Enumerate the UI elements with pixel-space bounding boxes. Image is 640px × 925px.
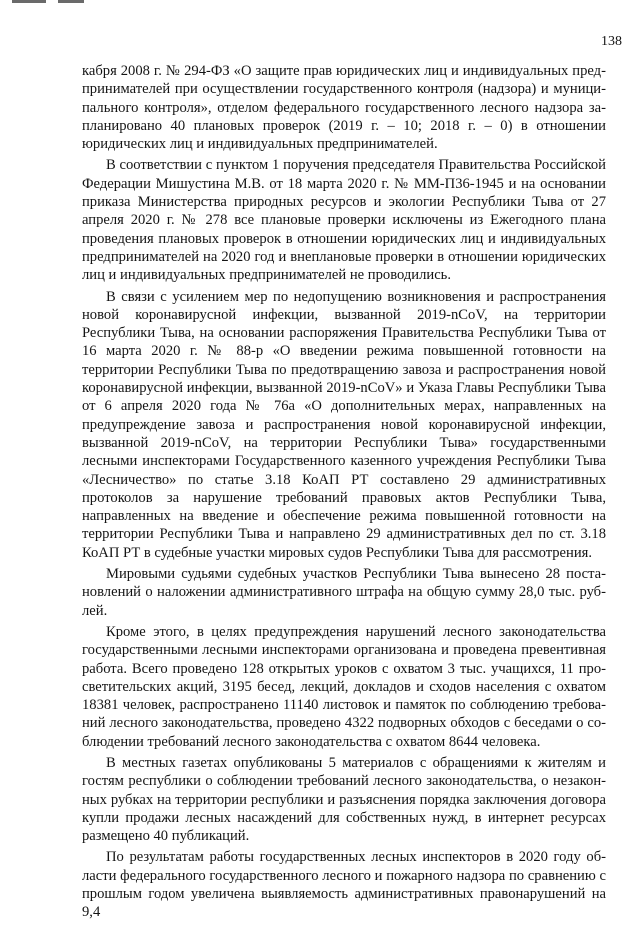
scan-edge-mark — [12, 0, 46, 3]
document-body — [82, 62, 606, 925]
paragraph-continuation: кабря 2008 г. № 294-ФЗ «О защите прав юридических лиц и индивидуальных предпринимателей при осуществлении государственного контроля (надзора) и муниципального контроля», отделом федерального государственного лесного надзора запланировано 40 плановых проверок (2019 г. – 10; 2018 г. – 0) в отношении юридических лиц и индивидуальных предпринимателей. — [82, 63, 606, 153]
paragraph-planned-inspections-excluded: В соответствии с пунктом 1 поручения председателя Правительства Российской Федерации Мишустина М.В. от 18 марта 2020 г. № ММ-П36-1945 и на основании приказа Министерства природных ресурсов и экологии Республики Тыва от 27 апреля 2020 г. № 278 все плановые проверки исключены из Ежегодного плана проведения плановых проверок в отношении юридических лиц и индивидуальных предпринимателей на 2020 год и внеплановые проверки в отношении юридических лиц и индивидуальных предпринимателей не проводились. — [82, 157, 606, 284]
paragraph-newspaper-publications: В местных газетах опубликованы 5 материалов с обращениями к жителям и гостям республики о соблюдении требований лесного законодательства, о незаконных рубках на территории республики и разъяснения порядка заключения договора купли продажи лесных насаждений для собственных нужд, в интернет ресурсах размещено 40 публикаций. — [82, 754, 606, 845]
page-number: 138 — [601, 34, 622, 49]
paragraph-preventive-work: Кроме этого, в целях предупреждения нарушений лесного законодательства государственными лесными инспекторами организована и проведена превентивная работа. Всего проведено 128 открытых уроков с охватом 3 тыс. учащихся, 11 просветительских акций, 3195 бесед, лекций, докладов и сходов населения с охватом 18381 человек, распространено 11140 листовок и памяток по соблюдению требований лесного законодательства, проведено 4322 подворных обходов с беседами о соблюдении требований лесного законодательства с охватом 8644 человека. — [82, 623, 606, 750]
paragraph-court-rulings: Мировыми судьями судебных участков Республики Тыва вынесено 28 постановлений о наложении административного штрафа на общую сумму 28,0 тыс. рублей. — [82, 566, 606, 619]
paragraph-inspection-results: По результатам работы государственных лесных инспекторов в 2020 году области федерального государственного лесного и пожарного надзора по сравнению с прошлым годом увеличена выявляемость административных правонарушений на 9,4 — [82, 849, 606, 921]
scan-edge-mark — [58, 0, 84, 3]
paragraph-coronavirus-measures: В связи с усилением мер по недопущению возникновения и распространения новой коронавирусной инфекции, вызванной 2019-nCoV, на территории Республики Тыва, на основании распоряжения Правительства Республики Тыва от 16 марта 2020 г. № 88-р «О введении режима повышенной готовности на территории Республики Тыва по предотвращению завоза и распространения новой коронавирусной инфекции, вызванной 2019-nCoV» и Указа Главы Республики Тыва от 6 апреля 2020 года № 76а «О дополнительных мерах, направленных на предупреждение завоза и распространения новой коронавирусной инфекции, вызванной 2019-nCoV, на территории Республики Тыва» государственными лесными инспекторами Государственного казенного учреждения Республики Тыва «Лесничество» по статье 3.18 КоАП РТ составлено 29 административных протоколов за нарушение требований правовых актов Республики Тыва, направленных на введение и обеспечение режима повышенной готовности на территории Республики Тыва и направлено 29 административных дел по ст. 3.18 КоАП РТ в судебные участки мировых судов Республики Тыва для рассмотрения. — [82, 288, 606, 561]
